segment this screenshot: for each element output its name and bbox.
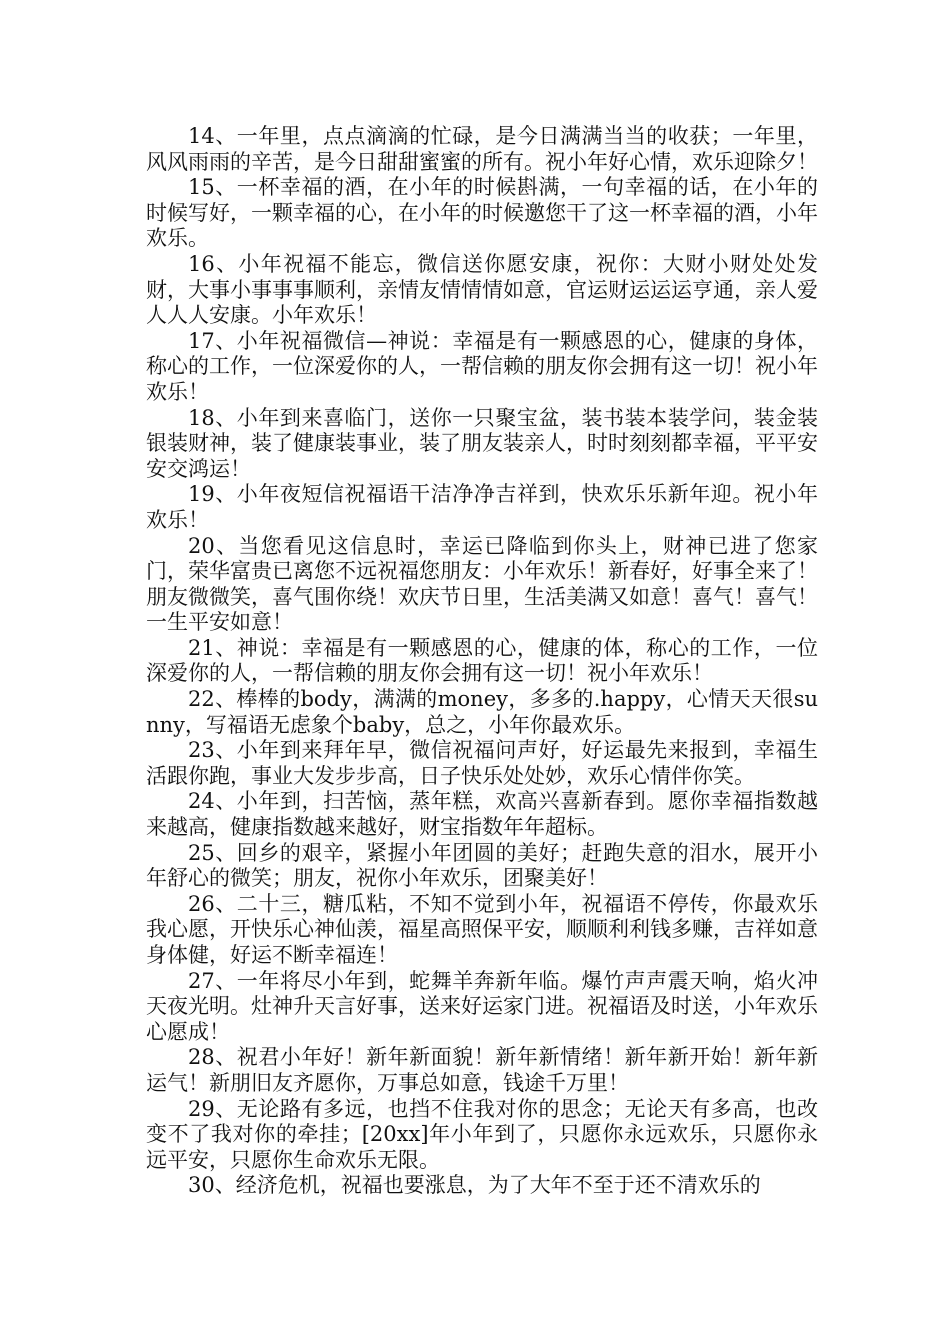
paragraph-21: 21、神说：幸福是有一颗感恩的心，健康的体，称心的工作，一位深爱你的人，一帮信赖的朋友你会拥有这一切！祝小年欢乐！ [146,635,818,686]
document-body [146,124,818,1199]
paragraph-14: 14、一年里，点点滴滴的忙碌，是今日满满当当的收获；一年里，风风雨雨的辛苦，是今日甜甜蜜蜜的所有。祝小年好心情，欢乐迎除夕！ [146,124,818,174]
paragraph-25: 25、回乡的艰辛，紧握小年团圆的美好；赶跑失意的泪水，展开小年舒心的微笑；朋友，祝你小年欢乐，团聚美好！ [146,840,818,891]
paragraph-27: 27、一年将尽小年到，蛇舞羊奔新年临。爆竹声声震天响，焰火冲天夜光明。灶神升天言好事，送来好运家门进。祝福语及时送，小年欢乐心愿成！ [146,968,818,1044]
paragraph-29: 29、无论路有多远，也挡不住我对你的思念；无论天有多高，也改变不了我对你的牵挂；[20xx]年小年到了，只愿你永远欢乐，只愿你永远平安，只愿你生命欢乐无限。 [146,1096,818,1172]
paragraph-18: 18、小年到来喜临门，送你一只聚宝盆，装书装本装学问，装金装银装财神，装了健康装事业，装了朋友装亲人，时时刻刻都幸福，平平安安交鸿运！ [146,405,818,481]
paragraph-26: 26、二十三，糖瓜粘，不知不觉到小年，祝福语不停传，你最欢乐我心愿，开快乐心神仙羡，福星高照保平安，顺顺利利钱多赚，吉祥如意身体健，好运不断幸福连！ [146,891,818,967]
paragraph-30: 30、经济危机，祝福也要涨息，为了大年不至于还不清欢乐的 [188,1173,761,1198]
paragraph-19: 19、小年夜短信祝福语干洁净净吉祥到，快欢乐乐新年迎。祝小年欢乐！ [146,482,818,532]
paragraph-17: 17、小年祝福微信—神说：幸福是有一颗感恩的心，健康的身体，称心的工作，一位深爱你的人，一帮信赖的朋友你会拥有这一切！祝小年欢乐！ [146,328,818,404]
paragraph-16: 16、小年祝福不能忘，微信送你愿安康，祝你：大财小财处处发财，大事小事事事顺利，亲情友情情情如意，官运财运运运亨通，亲人爱人人人安康。小年欢乐！ [146,251,818,328]
paragraph-20: 20、当您看见这信息时，幸运已降临到你头上，财神已进了您家门，荣华富贵已离您不远祝福您朋友：小年欢乐！新春好，好事全来了！朋友微微笑，喜气围你绕！欢庆节日里，生活美满又如意！喜气！喜气！一生平安如意！ [146,533,818,635]
paragraph-28: 28、祝君小年好！新年新面貌！新年新情绪！新年新开始！新年新运气！新朋旧友齐愿你，万事总如意，钱途千万里！ [146,1045,818,1095]
paragraph-23: 23、小年到来拜年早，微信祝福问声好，好运最先来报到，幸福生活跟你跑，事业大发步步高，日子快乐处处妙，欢乐心情伴你笑。 [146,738,818,788]
paragraph-15: 15、一杯幸福的酒，在小年的时候斟满，一句幸福的话，在小年的时候写好，一颗幸福的心，在小年的时候邀您干了这一杯幸福的酒，小年欢乐。 [146,175,818,251]
paragraph-24: 24、小年到，扫苦恼，蒸年糕，欢高兴喜新春到。愿你幸福指数越来越高，健康指数越来越好，财宝指数年年超标。 [146,789,818,840]
paragraph-22: 22、棒棒的body，满满的money，多多的.happy，心情天天很sunny，写福语无虑象个baby，总之，小年你最欢乐。 [146,687,818,737]
